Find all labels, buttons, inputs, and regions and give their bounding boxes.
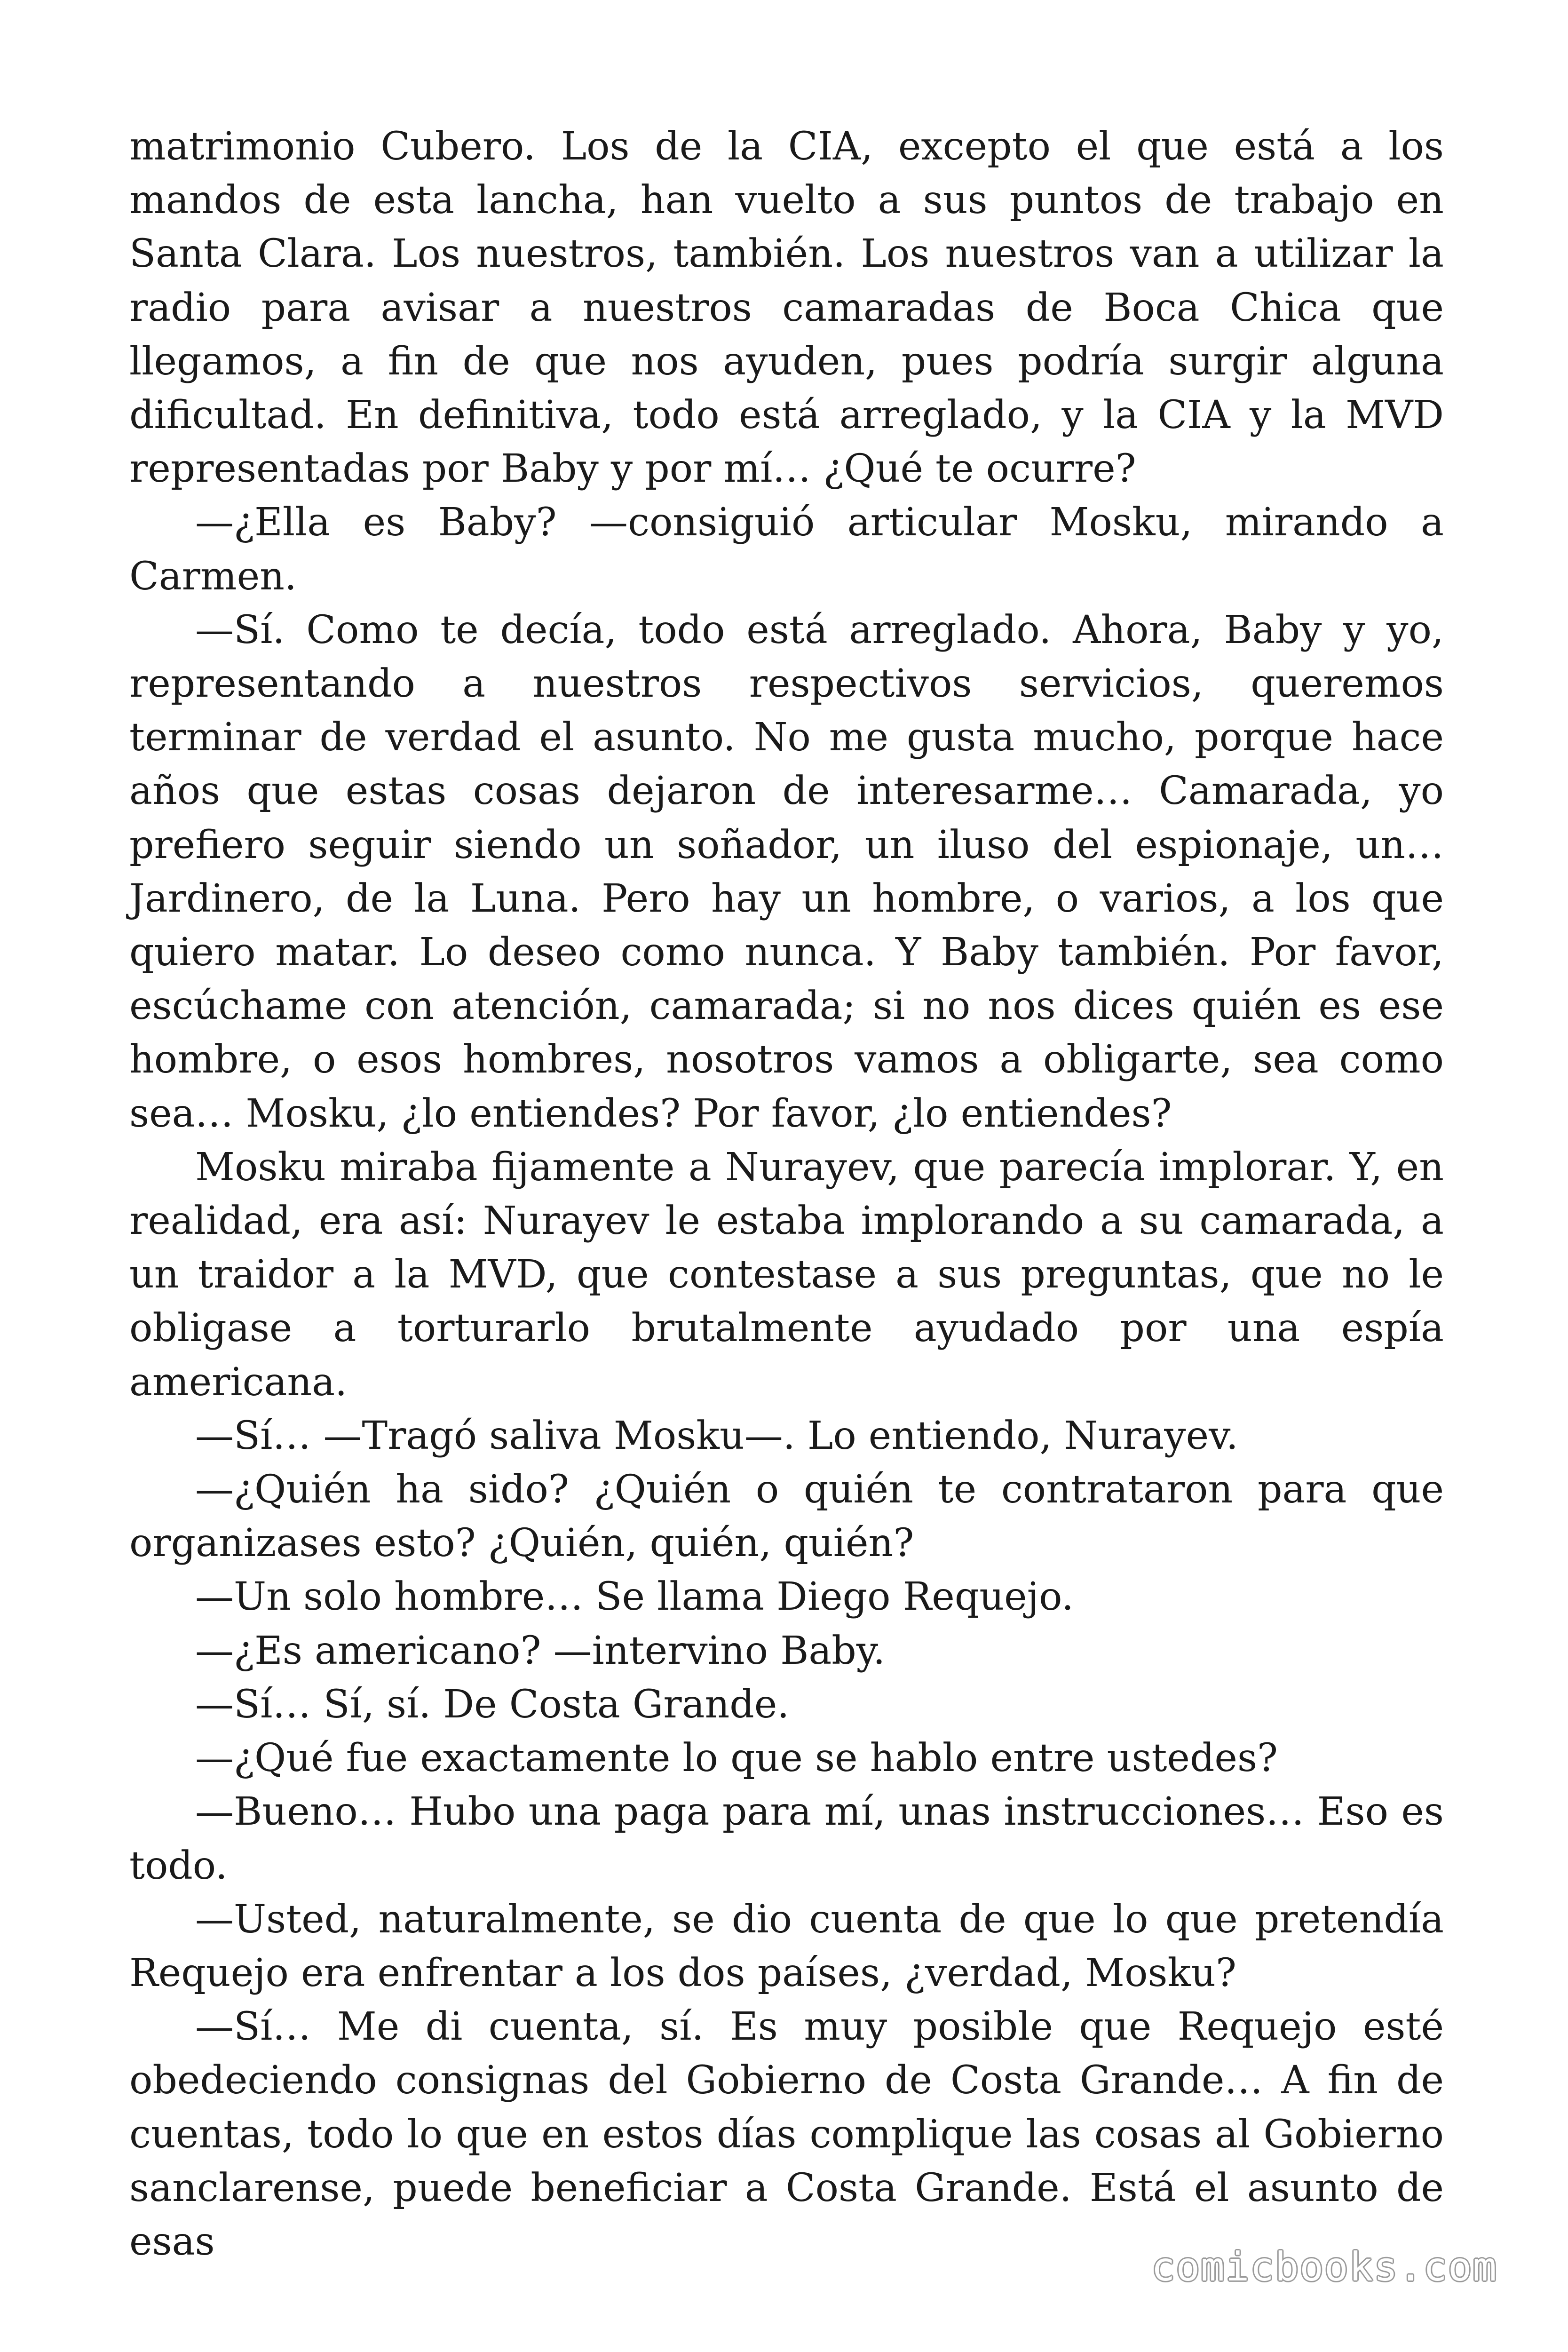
paragraph-5: —Sí… —Tragó saliva Mosku—. Lo entiendo, Nurayev. [195,1413,1238,1458]
paragraph-10: —¿Qué fue exactamente lo que se hablo entre ustedes? [195,1736,1278,1781]
paragraph-7: —Un solo hombre… Se llama Diego Requejo. [195,1574,1074,1620]
paragraph-8: —¿Es americano? —intervino Baby. [195,1628,886,1673]
paragraph-13: —Sí… Me di cuenta, sí. Es muy posible que Requejo esté obedeciendo consignas del Gobierno de Costa Grande… A fin de cuentas, todo lo que en estos días complique las cosas al Gobierno sanclarense, puede beneficiar a Costa Grande. Está el asunto de esas [129,2004,1444,2264]
paragraph-9: —Sí… Sí, sí. De Costa Grande. [195,1682,790,1727]
paragraph-4: Mosku miraba fijamente a Nurayev, que parecía implorar. Y, en realidad, era así: Nurayev le estaba implorando a su camarada, a un traidor a la MVD, que contestase a sus preguntas, que no le obligase a torturarlo brutalmente ayudado por una espía americana. [129,1144,1444,1405]
paragraph-12: —Usted, naturalmente, se dio cuenta de que lo que pretendía Requejo era enfrentar a los dos países, ¿verdad, Mosku? [129,1897,1444,1995]
paragraph-1: matrimonio Cubero. Los de la CIA, excepto el que está a los mandos de esta lancha, han vuelto a sus puntos de trabajo en Santa Clara. Los nuestros, también. Los nuestros van a utilizar la radio para avisar a nuestros camaradas de Boca Chica que llegamos, a fin de que nos ayuden, pues podría surgir alguna dificultad. En definitiva, todo está arreglado, y la CIA y la MVD representadas por Baby y por mí… ¿Qué te ocurre? [129,124,1444,492]
paragraph-11: —Bueno… Hubo una paga para mí, unas instrucciones… Eso es todo. [129,1789,1444,1888]
body-text [129,120,1444,2269]
paragraph-6: —¿Quién ha sido? ¿Quién o quién te contrataron para que organizases esto? ¿Quién, quién, quién? [129,1467,1444,1566]
watermark: comicbooks.com [1151,2244,1497,2290]
paragraph-3: —Sí. Como te decía, todo está arreglado. Ahora, Baby y yo, representando a nuestros respectivos servicios, queremos terminar de verdad el asunto. No me gusta mucho, porque hace años que estas cosas dejaron de interesarme… Camarada, yo prefiero seguir siendo un soñador, un iluso del espionaje, un… Jardinero, de la Luna. Pero hay un hombre, o varios, a los que quiero matar. Lo deseo como nunca. Y Baby también. Por favor, escúchame con atención, camarada; si no nos dices quién es ese hombre, o esos hombres, nosotros vamos a obligarte, sea como sea… Mosku, ¿lo entiendes? Por favor, ¿lo entiendes? [129,607,1444,1136]
paragraph-2: —¿Ella es Baby? —consiguió articular Mosku, mirando a Carmen. [129,500,1444,599]
